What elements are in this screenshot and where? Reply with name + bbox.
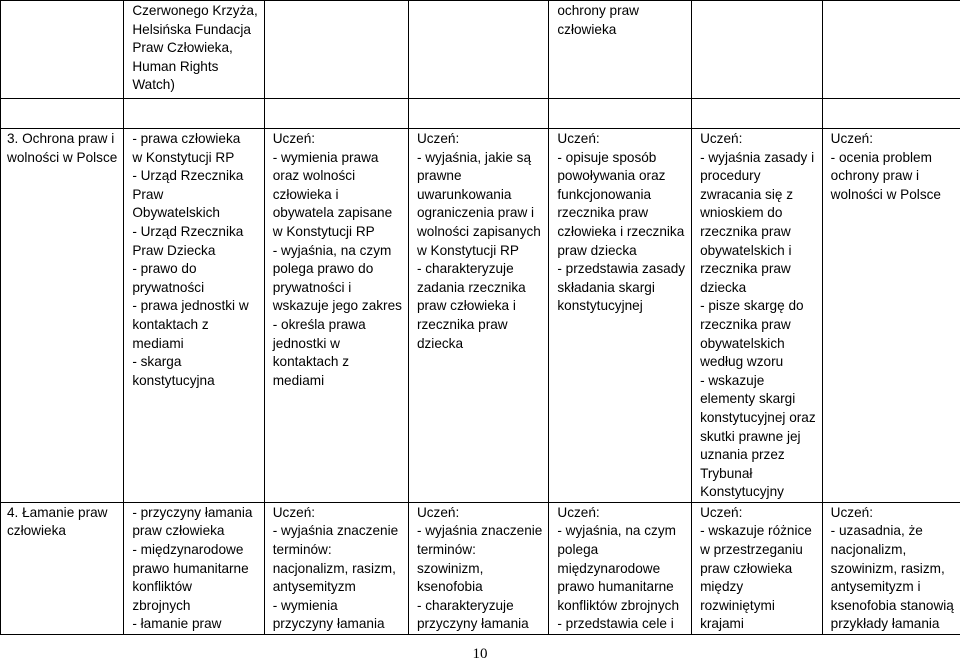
pupil-header: Uczeń: [416, 131, 460, 146]
text-line: nacjonalizm, [830, 542, 907, 558]
pupil-header: Uczeń: [830, 504, 873, 520]
pupil-header: Uczeń: [416, 504, 460, 520]
text-line: mediami [132, 335, 184, 351]
text-line: - uzasadnia, że [830, 523, 923, 539]
requirement-level-5-cell [822, 129, 960, 503]
requirement-level-4-cell [692, 129, 823, 503]
text-line: - pisze skargę do [700, 298, 804, 314]
text-line: kontaktach z [272, 354, 350, 370]
text-line: - Urząd Rzecznika [132, 168, 244, 184]
requirement-level-1-cell [264, 502, 408, 634]
content-cell [124, 502, 264, 634]
text-line: Helsińska Fundacja [132, 21, 251, 37]
carryover-row [1, 1, 960, 99]
text-line: antysemityzm i [830, 579, 921, 595]
text-line: człowieka i rzecznika [557, 223, 685, 239]
text-line: zadania rzecznika [416, 279, 526, 295]
text-line: - określa prawa [272, 316, 366, 332]
text-line: mediami [272, 372, 325, 388]
text-line: rozwiniętymi [700, 597, 775, 613]
text-line: rzecznika praw [416, 316, 508, 332]
text-line: polega [557, 542, 599, 558]
text-line: - wyjaśnia, na czym [557, 523, 676, 539]
text-line: - Urząd Rzecznika [132, 223, 244, 239]
topic-cell [1, 502, 124, 634]
text-line: obywatelskich [700, 335, 785, 351]
text-line: - charakteryzuje [416, 261, 514, 277]
text-line: zbrojnych [132, 597, 191, 613]
text-line: Obywatelskich [132, 205, 220, 221]
text-line: szowinizm, [416, 560, 484, 576]
carryover-level-cell [408, 1, 548, 99]
requirement-level-2-cell [408, 502, 548, 634]
text-line: Human Rights [132, 58, 219, 74]
text-line: przykłady łamania [830, 616, 940, 632]
text-line: według wzoru [700, 354, 784, 370]
requirement-level-5-cell [822, 502, 960, 634]
text-line: obywatela zapisane [272, 205, 393, 221]
text-line: ochrony praw [557, 3, 639, 18]
requirement-level-3-cell [549, 502, 692, 634]
text-line: praw człowieka [700, 560, 793, 576]
text-line: wolności zapisanych [416, 223, 541, 239]
text-line: skutki prawne jej [700, 428, 801, 444]
text-line: - wyjaśnia znaczenie [272, 523, 399, 539]
text-line: polega prawo do [272, 261, 374, 277]
text-line: konstytucyjna [132, 372, 215, 388]
text-line: - wyjaśnia zasady i [700, 149, 815, 165]
carryover-level-cell [692, 1, 823, 99]
text-line: międzynarodowe [557, 560, 661, 576]
text-line: w Konstytucji RP [416, 242, 519, 258]
requirement-level-2-cell [408, 129, 548, 503]
pupil-header: Uczeń: [700, 504, 743, 520]
text-line: konfliktów [132, 579, 192, 595]
text-line: w przestrzeganiu [700, 542, 803, 558]
carryover-level-cell [549, 1, 692, 99]
text-line: - wyjaśnia, na czym [272, 242, 392, 258]
text-line: - przedstawia zasady [557, 261, 686, 277]
text-line: rzecznika praw [700, 223, 791, 239]
text-line: między [700, 579, 744, 595]
text-line: - wymienia [272, 597, 338, 613]
text-line: Praw Dziecka [132, 242, 216, 258]
text-line: wnioskiem do [700, 205, 783, 221]
text-line: prawne [416, 168, 462, 184]
text-line: konstytucyjnej [557, 298, 643, 314]
text-line: - wyjaśnia, jakie są [416, 149, 532, 165]
text-line: składania skargi [557, 279, 655, 295]
text-line: konfliktów zbrojnych [557, 597, 680, 613]
text-line: dziecka [416, 335, 464, 351]
requirement-level-3-cell [549, 129, 692, 503]
text-line: - przyczyny łamania [132, 504, 253, 520]
text-line: Czerwonego Krzyża, [132, 3, 258, 18]
carryover-content-cell [124, 1, 264, 99]
text-line: rzecznika praw [700, 316, 791, 332]
text-line: w Konstytucji RP [272, 223, 375, 239]
text-line: przyczyny łamania [416, 616, 529, 632]
text-line: - charakteryzuje [416, 597, 514, 613]
text-line: Praw [132, 186, 164, 202]
pupil-header: Uczeń: [557, 131, 600, 146]
text-line: 3. Ochrona praw i [7, 131, 115, 146]
text-line: rzecznika praw [700, 261, 791, 277]
text-line: terminów: [272, 542, 332, 558]
topic-cell [1, 129, 124, 503]
text-line: krajami [700, 616, 744, 632]
text-line: Konstytucyjny [700, 484, 784, 500]
text-line: elementy skargi [700, 391, 796, 407]
text-line: ochrony praw i [830, 168, 920, 184]
text-line: prywatności i [272, 279, 352, 295]
text-line: - przedstawia cele i [557, 616, 674, 632]
text-line: przyczyny łamania [272, 616, 385, 632]
text-line: uwarunkowania [416, 186, 512, 202]
pupil-header: Uczeń: [272, 504, 316, 520]
text-line: rzecznika praw [557, 205, 649, 221]
text-line: - międzynarodowe [132, 542, 244, 558]
text-line: uznania przez [700, 447, 785, 463]
text-line: procedury [700, 168, 761, 184]
carryover-level-cell [264, 1, 408, 99]
section-row-3 [1, 129, 960, 503]
pupil-header: Uczeń: [272, 131, 316, 146]
text-line: prywatności [132, 279, 205, 295]
text-line: ograniczenia praw i [416, 205, 535, 221]
text-line: człowieka [7, 523, 66, 539]
requirement-level-1-cell [264, 129, 408, 503]
text-line: praw dziecka [557, 242, 637, 258]
carryover-level-cell [822, 1, 960, 99]
page-number: 10 [472, 646, 488, 662]
text-line: człowieka i [272, 186, 339, 202]
text-line: - prawo do [132, 261, 197, 277]
text-line: konstytucyjnej oraz [700, 409, 816, 425]
requirement-level-4-cell [692, 502, 823, 634]
pupil-header: Uczeń: [700, 131, 743, 146]
section-row-4 [1, 502, 960, 634]
text-line: wolności w Polsce [7, 149, 118, 165]
text-line: nacjonalizm, rasizm, [272, 560, 396, 576]
carryover-topic-cell [1, 1, 124, 99]
text-line: wolności w Polsce [830, 186, 941, 202]
text-line: - opisuje sposób [557, 149, 657, 165]
text-line: - wskazuje różnice [700, 523, 812, 539]
text-line: powoływania oraz [557, 168, 666, 184]
text-line: praw człowieka i [416, 298, 516, 314]
text-line: jednostki w [272, 335, 340, 351]
text-line: 4. Łamanie praw [7, 504, 108, 520]
text-line: praw człowieka [132, 523, 225, 539]
text-line: ksenofobia [416, 579, 483, 595]
pupil-header: Uczeń: [557, 504, 600, 520]
text-line: funkcjonowania [557, 186, 652, 202]
text-line: - prawa człowieka [132, 131, 241, 146]
text-line: - wskazuje [700, 372, 765, 388]
text-line: Trybunał [700, 465, 753, 481]
text-line: antysemityzm [272, 579, 356, 595]
text-line: wskazuje jego zakres [272, 298, 402, 314]
text-line: terminów: [416, 542, 476, 558]
text-line: prawo humanitarne [557, 579, 674, 595]
text-line: zwracania się z [700, 186, 793, 202]
text-line: kontaktach z [132, 316, 209, 332]
text-line: w Konstytucji RP [132, 149, 235, 165]
text-line: człowieka [557, 21, 617, 37]
text-line: - skarga [132, 354, 182, 370]
text-line: - łamanie praw [132, 616, 222, 632]
text-line: - prawa jednostki w [132, 298, 249, 314]
text-line: Watch) [132, 77, 175, 93]
text-line: obywatelskich i [700, 242, 792, 258]
pupil-header: Uczeń: [830, 131, 873, 146]
text-line: - ocenia problem [830, 149, 932, 165]
content-cell [124, 129, 264, 503]
text-line: - wymienia prawa [272, 149, 379, 165]
text-line: szowinizm, rasizm, [830, 560, 945, 576]
text-line: - wyjaśnia znaczenie [416, 523, 543, 539]
text-line: prawo humanitarne [132, 560, 249, 576]
text-line: oraz wolności [272, 168, 356, 184]
text-line: Praw Człowieka, [132, 40, 233, 56]
text-line: dziecka [700, 279, 747, 295]
text-line: ksenofobia stanowią [830, 597, 954, 613]
row-gap [1, 99, 960, 129]
